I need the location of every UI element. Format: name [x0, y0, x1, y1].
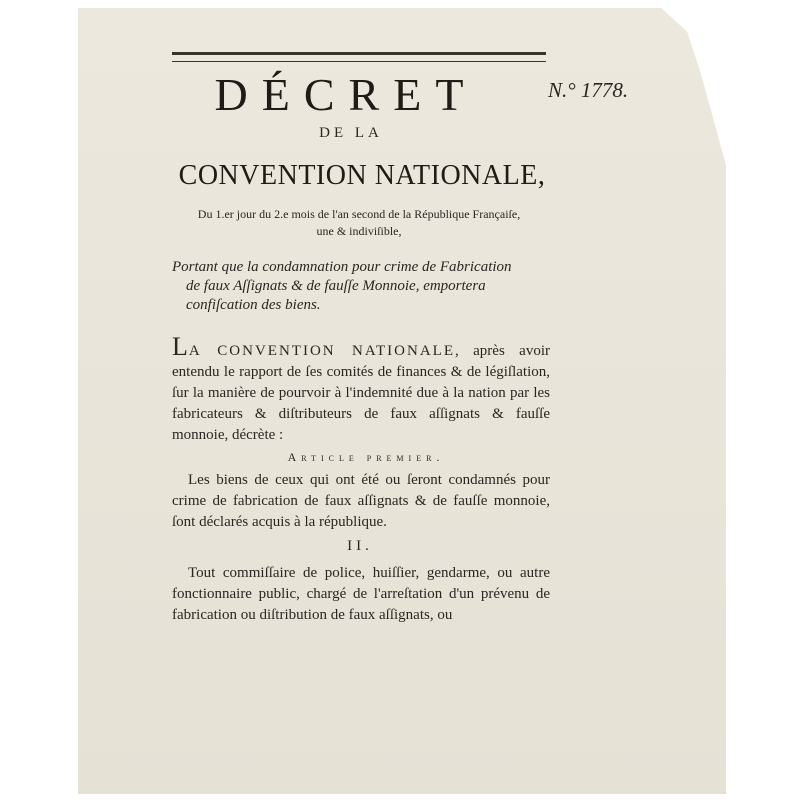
convention-heading: CONVENTION NATIONALE, — [178, 160, 546, 191]
article-2-text: Tout commiſſaire de police, huiſſier, gendarme, ou autre fonctionnaire public, chargé de l'arreſtation d'un prévenu de fabrication ou diſtribution de faux aſſignats, ou — [172, 565, 550, 623]
subject-line-2: de faux Aſſignats & de fauſſe Monnoie, emportera — [186, 278, 486, 294]
article-1-paragraph — [172, 470, 550, 533]
intro-text: , après avoir entendu le rapport de ſes comités de finances & de légiſlation, ſur la manière de pourvoir à l'indemnité due à la nation par les fabricateurs & diſtributeurs de faux aſſignats & fauſſe monnoie, décrète : — [172, 343, 551, 443]
intro-paragraph — [172, 332, 551, 446]
subject-block — [172, 258, 552, 315]
document-number: N.° 1778. — [548, 78, 629, 102]
date-block — [194, 206, 524, 240]
subject-line-1: Portant que la condamnation pour crime de Fabrication — [172, 259, 512, 275]
de-la-line: DE LA — [319, 125, 383, 141]
document-title: DÉCRET — [214, 69, 478, 120]
intro-dropcap: L — [172, 332, 189, 361]
date-line-2: une & indiviſible, — [316, 224, 402, 238]
article-2-paragraph — [172, 563, 550, 626]
intro-smallcaps: A CONVENTION NATIONALE — [188, 343, 455, 359]
header-rule — [172, 52, 546, 62]
date-line-1: Du 1.er jour du 2.e mois de l'an second de la République Françaiſe, — [197, 207, 521, 221]
article-2-number: II. — [347, 538, 373, 554]
subject-line-3: confiſcation des biens. — [186, 297, 321, 313]
article-1-text: Les biens de ceux qui ont été ou ſeront condamnés pour crime de fabrication de faux aſſignats & de fauſſe monnoie, ſont déclarés acquis à la république. — [172, 472, 550, 530]
article-1-heading: Article premier. — [287, 450, 445, 464]
